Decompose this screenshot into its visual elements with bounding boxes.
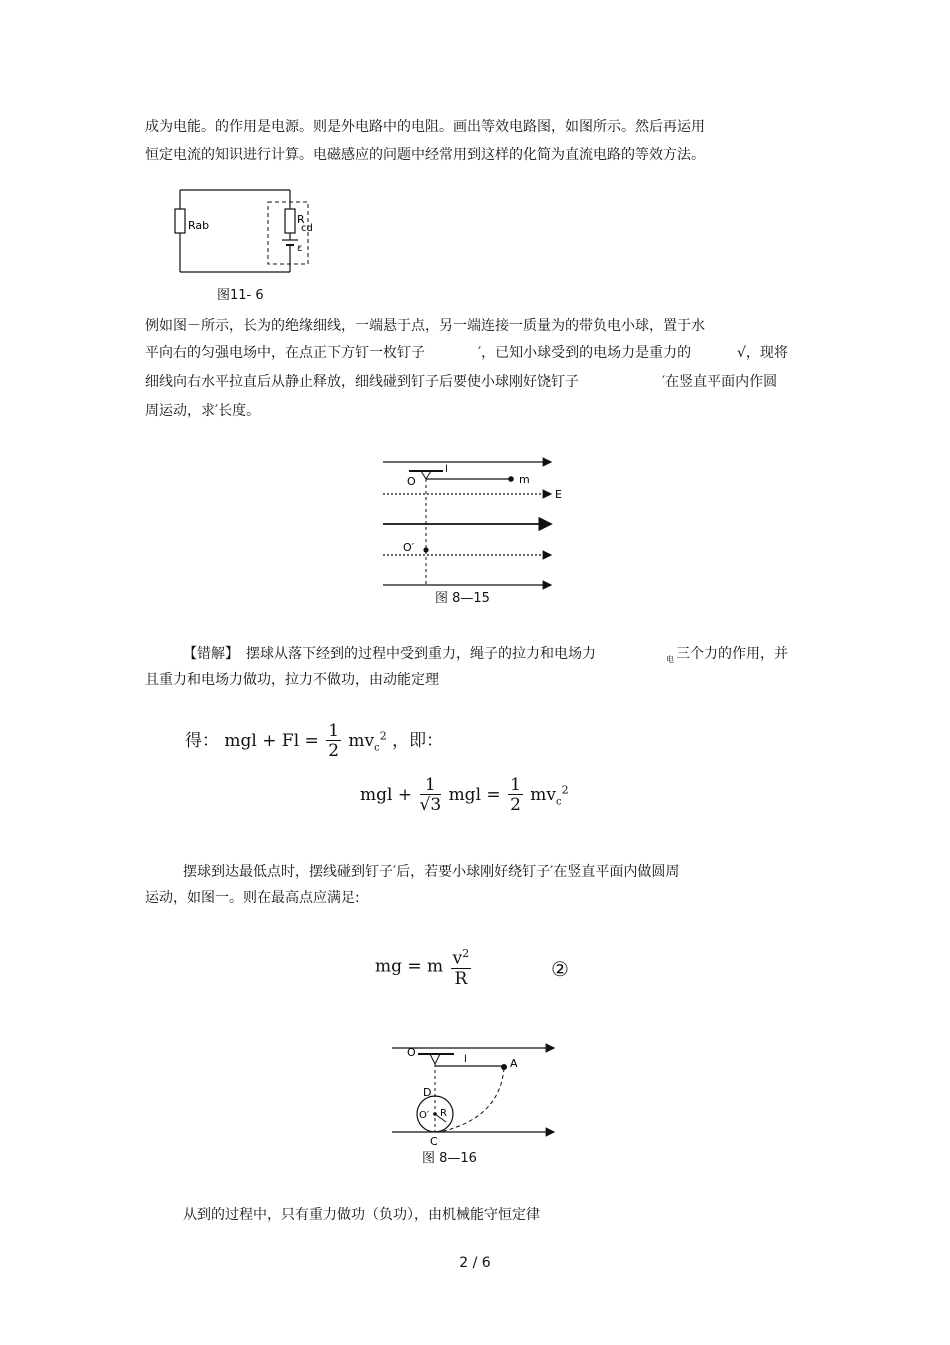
frac-den: R xyxy=(454,968,468,989)
m-label: m xyxy=(519,473,530,486)
eq-tail: ，即： xyxy=(392,731,444,751)
paragraph-line: 摆球从落下经到的过程中受到重力，绳子的拉力和电场力 xyxy=(246,646,596,662)
equation-3 xyxy=(375,945,473,989)
o-prime-label: O′ xyxy=(419,1110,430,1121)
eq-rhs-sup: 2 xyxy=(561,783,569,797)
pendulum-figure-8-16 xyxy=(388,1038,568,1150)
field-figure-8-15 xyxy=(375,452,575,610)
eq-lhs: mg = m xyxy=(375,956,444,977)
paragraph-line: 例如图－所示，长为的绝缘细线，一端悬于点，另一端连接一质量为的带负电小球，置于水 xyxy=(145,318,705,334)
figure-caption: 图11- 6 xyxy=(217,288,264,303)
paragraph-line: 三个力的作用，并 xyxy=(676,646,788,662)
cd-label: cd xyxy=(301,223,313,234)
equation-tag: ② xyxy=(551,957,569,981)
equation-1 xyxy=(185,722,443,761)
page-number: 2 / 6 xyxy=(459,1255,491,1271)
paragraph-line: ′在竖直平面内作圆 xyxy=(662,374,778,390)
l-label: l xyxy=(464,1054,467,1065)
eq-mid: mgl = xyxy=(448,785,501,805)
frac-den: 2 xyxy=(510,795,521,815)
paragraph-line: 摆球到达最低点时，摆线碰到钉子′后，若要小球刚好绕钉子′在竖直平面内做圆周 xyxy=(183,864,680,880)
o-label: O xyxy=(407,1046,416,1059)
eq-rhs-sub: c xyxy=(556,796,562,808)
eq-lead: 得： xyxy=(185,731,219,751)
d-label: D xyxy=(423,1086,432,1099)
paragraph-line: ′，已知小球受到的电场力是重力的 xyxy=(478,345,692,361)
paragraph-line: 细线向右水平拉直后从静止释放，细线碰到钉子后要使小球刚好饶钉子 xyxy=(145,374,579,390)
paragraph-line: 从到的过程中，只有重力做功（负功），由机械能守恒定律 xyxy=(183,1207,540,1223)
frac-num-sup: 2 xyxy=(462,947,470,960)
frac-num: 1 xyxy=(328,721,340,741)
paragraph-line: 成为电能。的作用是电源。则是外电路中的电阻。画出等效电路图，如图所示。然后再运用 xyxy=(145,119,705,135)
r-label: R xyxy=(440,1108,447,1119)
frac-den: 2 xyxy=(328,741,340,761)
eq-rhs-sup: 2 xyxy=(379,729,387,743)
r-label: R xyxy=(297,213,305,226)
e-label: E xyxy=(555,488,562,501)
frac-den: √3 xyxy=(419,795,442,815)
frac-num: 1 xyxy=(510,775,521,795)
l-label: l xyxy=(445,464,448,475)
eq-rhs: mv xyxy=(348,731,375,751)
eq-lhs: mgl + Fl = xyxy=(224,731,319,751)
paragraph-line: 平向右的匀强电场中，在点正下方钉一枚钉子 xyxy=(145,345,425,361)
paragraph-line: 恒定电流的知识进行计算。电磁感应的问题中经常用到这样的化简为直流电路的等效方法。 xyxy=(145,147,705,163)
frac-num: v xyxy=(452,948,463,969)
paragraph-line: 运动，如图一。则在最高点应满足: xyxy=(145,890,360,906)
figure-caption: 图 8—16 xyxy=(422,1151,477,1166)
subscript-text: 电 xyxy=(666,655,674,664)
equation-2 xyxy=(360,776,569,815)
paragraph-line: 且重力和电场力做功，拉力不做功，由动能定理 xyxy=(145,672,439,688)
emf-label: ε xyxy=(297,243,303,254)
rab-label: Rab xyxy=(188,219,210,232)
paragraph-line: √，现将 xyxy=(737,345,788,361)
eq-rhs-sub: c xyxy=(374,742,380,754)
a-label: A xyxy=(510,1057,518,1070)
o-prime-label: O′ xyxy=(403,541,415,554)
paragraph-line: 周运动，求′长度。 xyxy=(145,403,261,419)
figure-caption: 图 8—15 xyxy=(435,591,490,606)
o-label: O xyxy=(407,475,416,488)
eq-lhs: mgl + xyxy=(360,785,413,805)
eq-rhs: mv xyxy=(530,785,557,805)
frac-num: 1 xyxy=(420,776,442,795)
c-label: C xyxy=(430,1135,438,1148)
wrong-solution-label: 【错解】 xyxy=(183,646,239,662)
